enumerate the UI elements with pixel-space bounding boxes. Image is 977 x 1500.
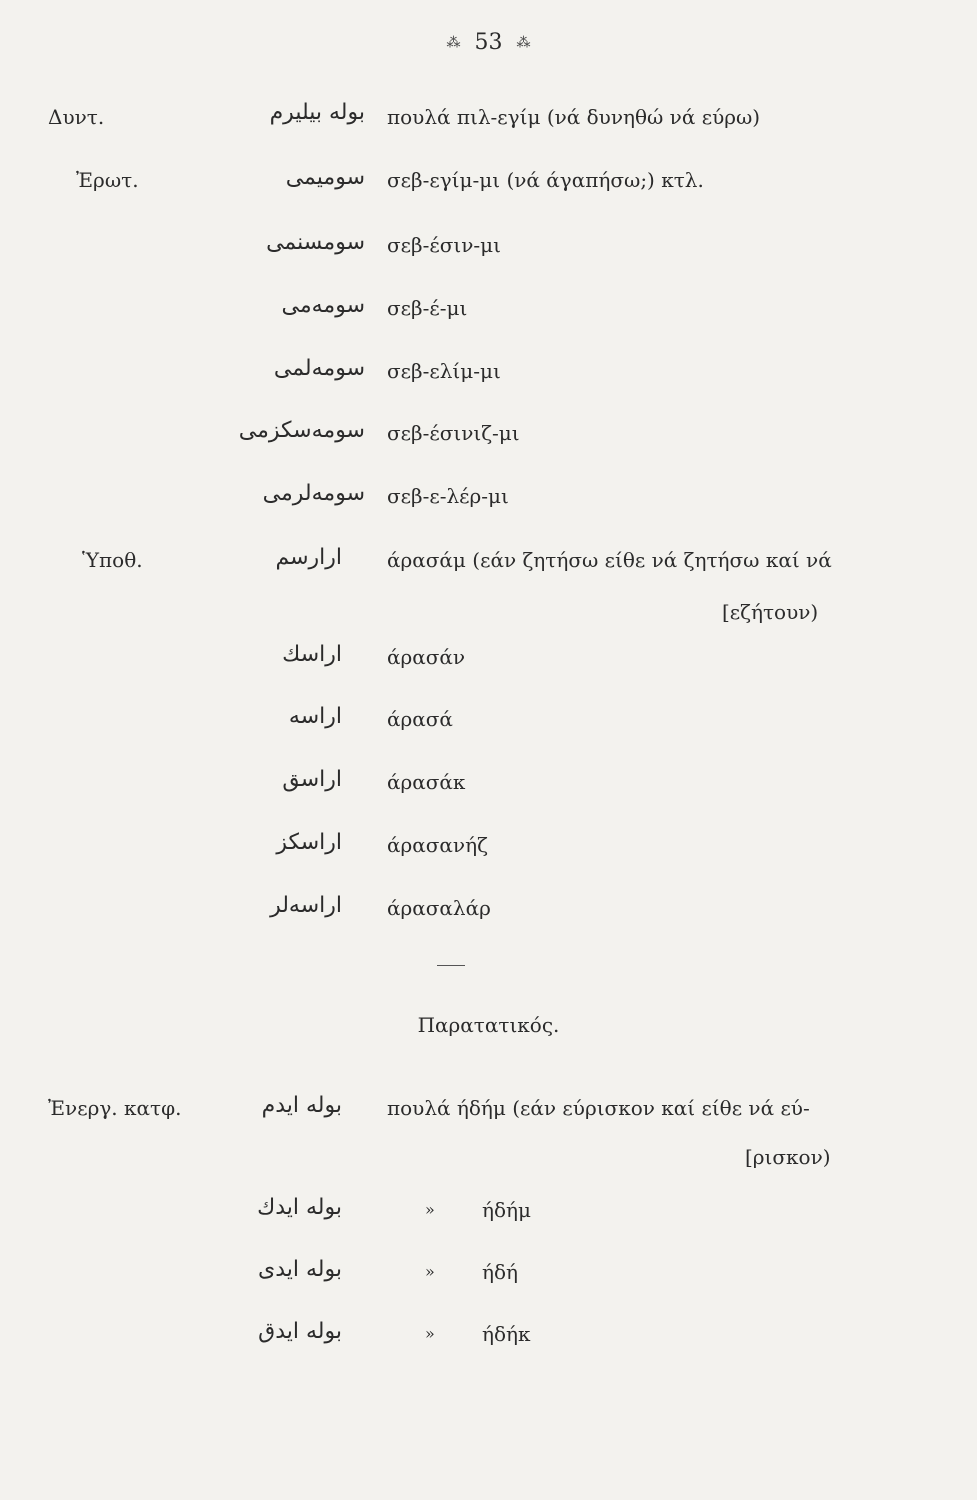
greek-ypoth-4: άρασάκ bbox=[387, 770, 466, 794]
label-energ: Ἐνεργ. κατφ. bbox=[48, 1096, 182, 1120]
arabic-dynt: بولە بیلیرم bbox=[269, 100, 365, 125]
arabic-erot-6: سومەلرمی bbox=[262, 481, 365, 506]
label-ypoth: Ὑποθ. bbox=[82, 548, 143, 572]
page-header bbox=[0, 30, 977, 55]
arabic-ypoth-1: ارارسم bbox=[275, 545, 342, 570]
greek-erot-4: σεβ-ελίμ-μι bbox=[387, 359, 501, 383]
greek-ypoth-5: άρασανήζ bbox=[387, 833, 488, 857]
arabic-energ-1: بولە ایدم bbox=[261, 1093, 342, 1118]
greek-ypoth-1-continuation: [εζήτουν) bbox=[722, 600, 819, 624]
arabic-erot-3: سومەمی bbox=[281, 293, 365, 318]
greek-ypoth-2: άρασάν bbox=[387, 645, 466, 669]
arabic-ypoth-5: اراسکز bbox=[276, 830, 342, 855]
greek-dynt: πουλά πιλ-εγίμ (νά δυνηθώ νά εύρω) bbox=[387, 105, 761, 129]
arabic-energ-3: بولە ایدی bbox=[258, 1257, 342, 1282]
greek-energ-continuation: [ρισκον) bbox=[745, 1145, 831, 1169]
ditto-mark-1: » bbox=[425, 1200, 435, 1219]
greek-erot-5: σεβ-έσινιζ-μι bbox=[387, 421, 520, 445]
arabic-erot-1: سومیمی bbox=[285, 165, 365, 190]
arabic-ypoth-2: اراسك bbox=[282, 642, 342, 667]
greek-ypoth-6: άρασαλάρ bbox=[387, 896, 491, 920]
greek-energ-1: πουλά ήδήμ (εάν εύρισκον καί είθε νά εύ- bbox=[387, 1096, 810, 1120]
arabic-erot-4: سومەلمی bbox=[273, 356, 365, 381]
ditto-mark-2: » bbox=[425, 1262, 435, 1281]
greek-energ-2: ήδήμ bbox=[482, 1198, 532, 1222]
greek-erot-6: σεβ-ε-λέρ-μι bbox=[387, 484, 509, 508]
greek-erot-1: σεβ-εγίμ-μι (νά άγαπήσω;) κτλ. bbox=[387, 168, 704, 192]
arabic-ypoth-3: اراسە bbox=[288, 704, 342, 729]
arabic-ypoth-4: اراسق bbox=[282, 767, 342, 792]
arabic-energ-4: بولە ایدق bbox=[258, 1319, 342, 1344]
page-number: 53 bbox=[474, 30, 503, 55]
ditto-mark-3: » bbox=[425, 1324, 435, 1343]
greek-ypoth-3: άρασά bbox=[387, 707, 453, 731]
section-title-paratatikos: Παρατατικός. bbox=[417, 1013, 560, 1037]
section-divider bbox=[437, 965, 465, 966]
greek-energ-4: ήδήκ bbox=[482, 1322, 531, 1346]
arabic-erot-5: سومەسکزمی bbox=[238, 418, 365, 443]
greek-energ-3: ήδή bbox=[482, 1260, 519, 1284]
greek-ypoth-1: άρασάμ (εάν ζητήσω είθε νά ζητήσω καί νά bbox=[387, 548, 832, 572]
ornament-left-icon: ⁂ bbox=[446, 35, 461, 51]
greek-erot-3: σεβ-έ-μι bbox=[387, 296, 468, 320]
arabic-ypoth-6: اراسەلر bbox=[270, 893, 342, 918]
label-erot: Ἐρωτ. bbox=[76, 168, 139, 192]
label-dynt: Δυντ. bbox=[48, 105, 105, 129]
arabic-energ-2: بولە ایدك bbox=[257, 1195, 342, 1220]
greek-erot-2: σεβ-έσιν-μι bbox=[387, 233, 501, 257]
ornament-right-icon: ⁂ bbox=[516, 35, 531, 51]
arabic-erot-2: سومسنمی bbox=[266, 230, 365, 255]
